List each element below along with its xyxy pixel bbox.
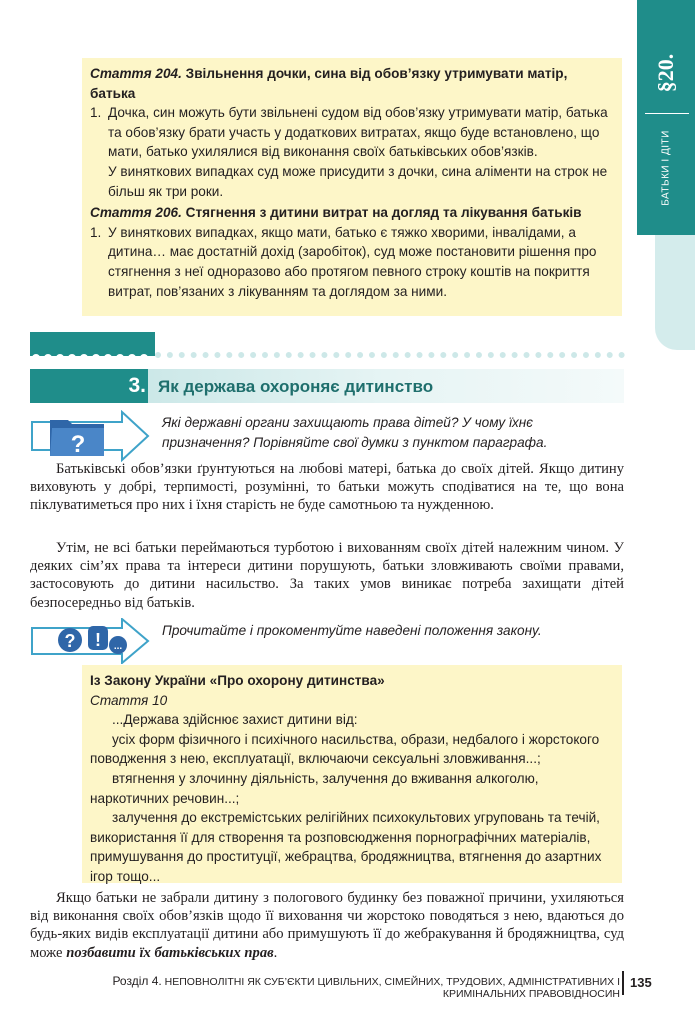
svg-text:...: ... [113,641,123,652]
read-comment-prompt: Прочитайте і прокоментуйте наведені положення закону. [162,623,542,638]
article-206-title: Стягнення з дитини витрат на догляд та лікування батьків [185,205,582,221]
section-number: 3. [128,374,146,397]
topic-tab [637,118,695,218]
discussion-prompt: Які державні органи захищають права дітей? У чому їхнє призначення? Порівняйте свої думки з пунктом параграфа. [162,415,548,450]
law-title: Із Закону України «Про охорону дитинства» [90,673,385,688]
law-excerpt-box [82,665,622,883]
paragraph-protection-need: Утім, не всі батьки переймаються турботою і вихованням своїх дітей належним чином. У деяких сім’ях права та інтереси дитини порушують, батьки зловживають своїми правами, застосовують до дитини насильство. За таких умов виникає потреба захищати дітей безпосередньо від батьків. [30,540,624,611]
law-line-violence: усіх форм фізичного і психічного насильства, образи, недбалого і жорстокого поводження з нею, експлуатації, включаючи сексуальні зловживання...; [90,731,600,767]
item-number: 1. [90,105,102,121]
article-206-label: Стаття 206. [90,205,182,221]
paragraph-deprivation [30,889,624,962]
article-206-text: У виняткових випадках, якщо мати, батько є тяжко хворими, інвалідами, а дитина… має достатній дохід (заробіток), суд може постановити рішення про стягнення з неї одноразово або протягом певного строку коштів на покриття витрат, пов’язаних з лікуванням та доглядом за ними. [108,224,597,299]
footer-chapter-label: Розділ 4. [112,974,162,988]
law-line-extremism: залучення до екстремістських релігійних психокультових угруповань та течій, використання її для створення та розповсюдження порнографічних матеріалів, примушування до проституції, жебрацтва, бродяжництва, втягнення до азартних ігор тощо... [90,810,602,884]
svg-text:!: ! [95,630,101,650]
side-tab-divider [645,113,689,114]
page-number: 135 [630,975,652,990]
item-number: 1. [90,224,102,240]
folder-question-icon [30,410,152,462]
law-line-crime: втягнення у злочинну діяльність, залучення до вживання алкоголю, наркотичних речовин...; [90,770,539,806]
section-dotted-line [155,352,625,358]
topic-label: БАТЬКИ І ДІТИ [660,130,672,206]
article-204-heading [90,64,612,103]
article-204-text-2: У виняткових випадках суд може присудити з дочки, сина аліменти на строк не більш як три роки. [108,163,608,199]
section-title: Як держава охороняє дитинство [158,377,434,396]
article-204-label: Стаття 204. [90,66,182,81]
article-204-title: Звільнення дочки, сина від обов’язку утримувати матір, батька [90,66,568,101]
footer-chapter-title: НЕПОВНОЛІТНІ ЯК СУБ’ЄКТИ ЦИВІЛЬНИХ, СІМЕЙНИХ, ТРУДОВИХ, АДМІНІСТРАТИВНИХ І КРИМІНАЛЬНИХ ПРАВОВІДНОСИН [164,976,620,1000]
svg-text:?: ? [64,631,76,651]
article-206-item [90,223,612,301]
paragraph-deprivation-text: Якщо батьки не забрали дитину з пологового будинку без поважної причини, ухиляються від виконання своїх обов’язків щодо її виховання чи жорстоко поводяться з нею, вдаються до будь-яких видів експлуатації дитини або примушують її до жебракування й бродяжництва, суд може [30,890,624,961]
article-204-text: Дочка, син можуть бути звільнені судом від обов’язку утримувати матір, батька та обов’язку брати участь у додаткових витратах, якщо буде встановлено, що мати, батько ухилялися від виконання своїх батьківських обов’язків. [108,105,608,160]
comment-speech-icon [30,618,152,664]
footer-divider [622,971,624,995]
stamp-edge-decoration [30,348,155,358]
section-number-tab [637,38,695,108]
svg-text:?: ? [70,431,86,458]
law-article-label: Стаття 10 [90,692,168,708]
page-footer [30,974,620,1000]
article-204-item [90,103,612,201]
section-number-label: §20. [653,53,678,93]
article-206-heading [90,203,612,223]
paragraph-end: . [273,944,278,961]
emphasized-term: позбавити їх батьківських прав [66,944,274,961]
law-line-intro: ...Держава здійснює захист дитини від: [112,712,358,728]
paragraph-parental-duties: Батьківські обов’язки ґрунтуються на любові матері, батька до своїх дітей. Якщо дитину виховують у добрі, терпимості, розумінні, то батьки можуть сподіватися на те, що вона піклуватиметься про них і їхня старість не буде самотньою та нужденною. [30,461,624,514]
family-code-excerpt-box [82,58,622,316]
